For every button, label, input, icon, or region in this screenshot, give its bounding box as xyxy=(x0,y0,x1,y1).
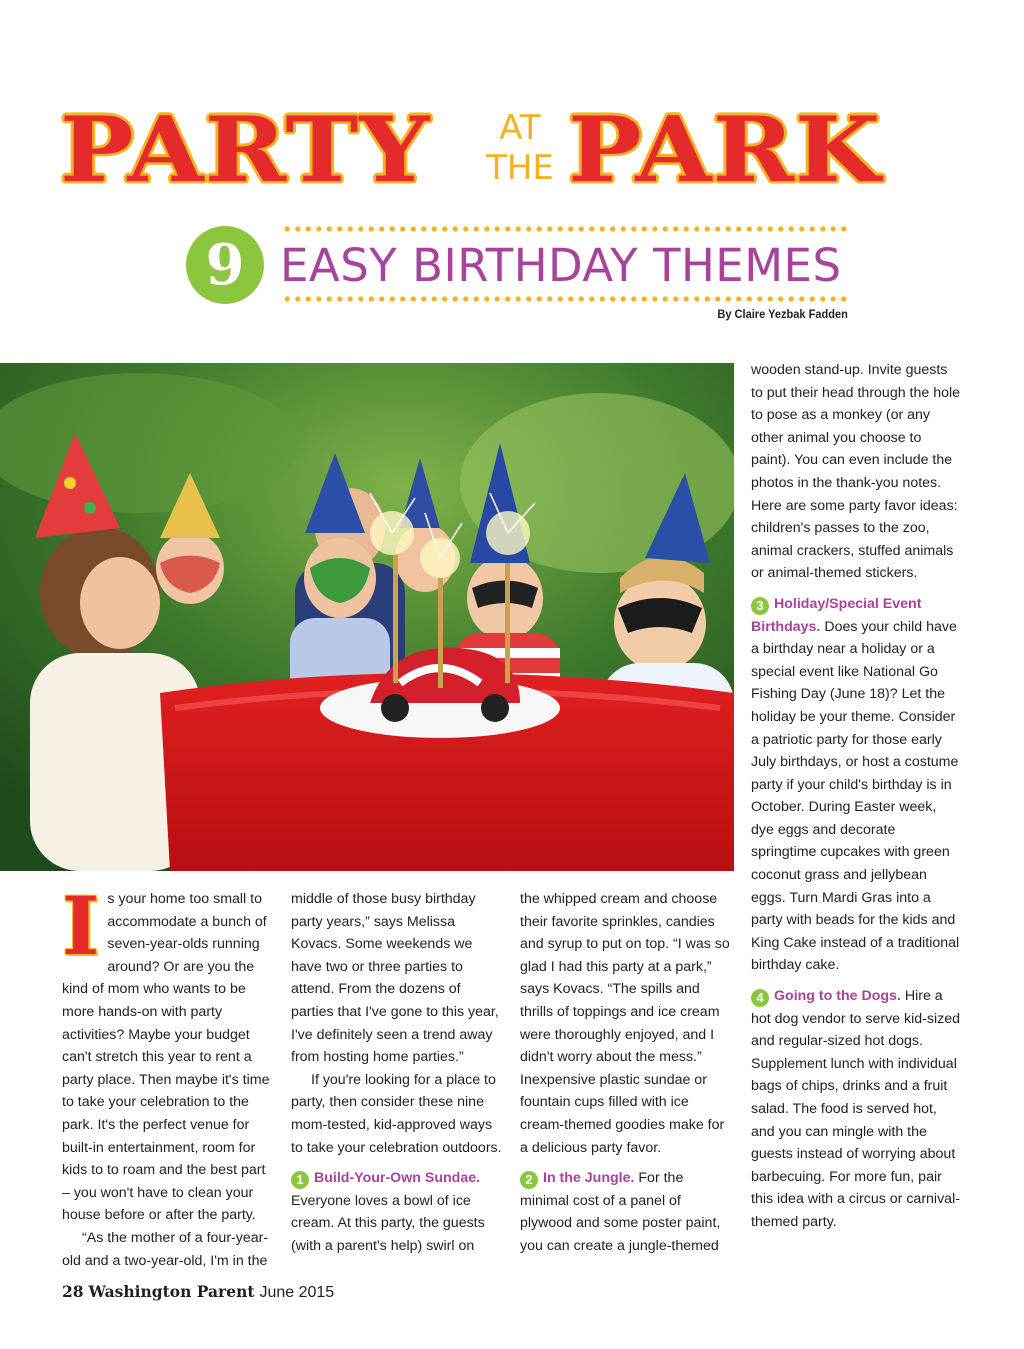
headline xyxy=(60,97,970,210)
theme-body-1-start: Everyone loves a bowl of ice cream. At this party, the guests (with a parent's help) swirl on xyxy=(291,1192,485,1254)
theme-title-2: In the Jungle. xyxy=(543,1170,635,1187)
number-badge-2: 2 xyxy=(520,1171,538,1189)
theme-body-4: Hire a hot dog vendor to serve kid-sized and regular-sized hot dogs. Supplement lunch with individual bags of chips, drinks and a fruit salad. The food is served hot, and you can mingle with the guests instead of worrying about barbecuing. For more fun, pair this idea with a circus or carnival-themed party. xyxy=(751,988,960,1230)
number-badge-3: 3 xyxy=(751,597,769,615)
theme-title-4: Going to the Dogs. xyxy=(774,988,901,1005)
article-column-1 xyxy=(62,879,274,1272)
headline-park: PARK xyxy=(568,97,882,204)
headline-party: PARTY xyxy=(60,97,431,204)
dotted-rule-top xyxy=(282,226,848,232)
dotted-rule-bottom xyxy=(282,296,848,302)
theme-body-2-end: wooden stand-up. Invite guests to put their head through the hole to pose as a monkey (or any other animal you choose to paint). You can even include the photos in the thank-you notes. Here are some party favor ideas: children's passes to the zoo, animal crackers, stuffed animals or animal-themed stickers. xyxy=(751,362,961,582)
drop-cap: I xyxy=(62,879,100,973)
party-photo-illustration xyxy=(0,363,734,871)
intro-paragraph-2-end: middle of those busy birthday party years,” says Melissa Kovacs. Some weekends we have two or three parties to attend. From the dozens of parties that I've gone to this year, I've definitely seen a trend away from hosting home parties.” xyxy=(291,891,499,1066)
number-nine-badge: 9 xyxy=(186,226,264,304)
intro-paragraph-1: s your home too small to accommodate a bunch of seven-year-olds running around? Or are you the kind of mom who wants to be more hands-on with party activities? Maybe your budget can't stretch this year to rent a party place. Then maybe it's time to take your celebration to the park. It's the perfect venue for built-in entertainment, room for kids to to roam and the best part – you won't have to clean your house before or after the party. xyxy=(62,891,270,1224)
subhead-text: EASY BIRTHDAY THEMES xyxy=(280,239,842,292)
theme-item-2 xyxy=(520,1167,732,1257)
theme-item-1 xyxy=(291,1167,507,1257)
birthday-party-photo xyxy=(0,363,734,871)
number-badge-4: 4 xyxy=(751,989,769,1007)
article-column-4 xyxy=(751,359,963,1234)
subhead xyxy=(186,222,848,308)
issue-date: June 2015 xyxy=(259,1284,335,1301)
intro-paragraph-2-start: “As the mother of a four-year-old and a two-year-old, I'm in the xyxy=(62,1229,269,1269)
headline-the: THE xyxy=(486,148,554,188)
theme-body-1-end: the whipped cream and choose their favorite sprinkles, candies and syrup to put on top. “I was so glad I had this party at a park,” says Kovacs. “The spills and thrills of toppings and ice cream were thoroughly enjoyed, and I didn't worry about the mess.” Inexpensive plastic sundae or fountain cups filled with ice cream-themed goodies make for a delicious party favor. xyxy=(520,891,730,1156)
intro-paragraph-3: If you're looking for a place to party, then consider these nine mom-tested, kid-approved ways to take your celebration outdoors. xyxy=(291,1071,502,1156)
theme-body-3: Does your child have a birthday near a holiday or a special event like National Go Fishing Day (June 18)? Let the holiday be your theme. Consider a patriotic party for those early July birthdays, or host a costume party if your child's birthday is in October. During Easter week, dye eggs and decorate springtime cupcakes with green coconut grass and jellybean eggs. Turn Mardi Gras into a party with beads for the kids and King Cake instead of a traditional birthday cake. xyxy=(751,618,960,974)
theme-item-3 xyxy=(751,593,963,977)
publication-name: Washington Parent xyxy=(88,1282,255,1301)
headline-at-the xyxy=(480,108,560,188)
theme-title-1: Build-Your-Own Sundae. xyxy=(314,1170,481,1187)
theme-item-4 xyxy=(751,985,963,1234)
number-badge-1: 1 xyxy=(291,1171,309,1189)
theme-body-2-start: For the minimal cost of a panel of plywood and some poster paint, you can create a jungle-themed xyxy=(520,1170,721,1254)
article-column-2 xyxy=(291,888,507,1258)
theme-title-3: Holiday/Special Event Birthdays. xyxy=(751,595,922,635)
page-folio xyxy=(62,1282,334,1302)
headline-at: AT xyxy=(499,108,541,148)
article-column-3 xyxy=(520,888,732,1258)
byline: By Claire Yezbak Fadden xyxy=(717,307,848,321)
page-number: 28 xyxy=(62,1282,84,1301)
